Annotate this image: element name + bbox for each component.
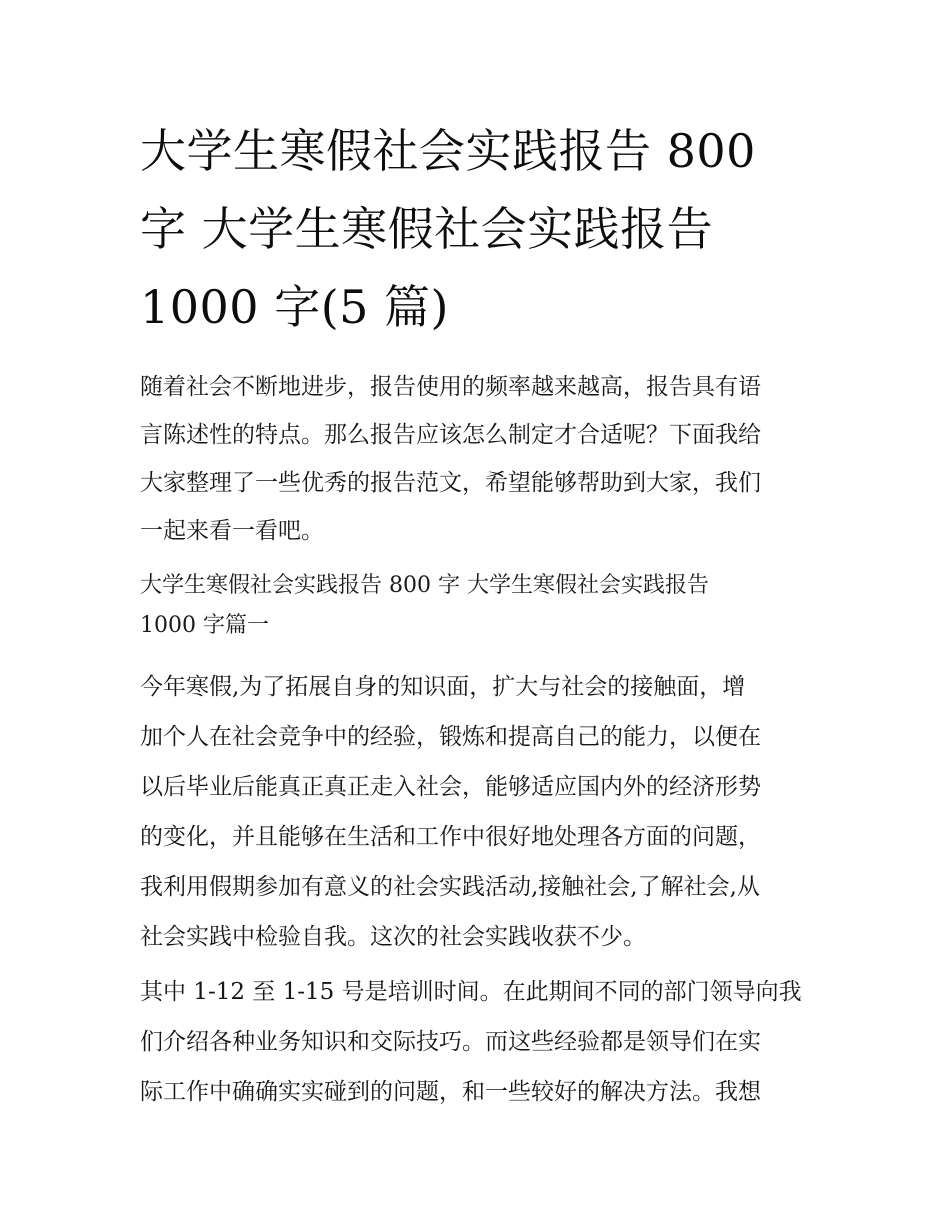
- text-line: 随着社会不断地进步，报告使用的频率越来越高，报告具有语: [140, 374, 761, 400]
- body-paragraph-2: [140, 967, 820, 1117]
- text-line: 的变化，并且能够在生活和工作中很好地处理各方面的问题，: [140, 824, 761, 850]
- intro-paragraph: [140, 363, 820, 555]
- heading-line: 1000 字篇一: [140, 613, 269, 638]
- text-line: 以后毕业后能真正真正走入社会，能够适应国内外的经济形势: [140, 774, 761, 800]
- text-line: 我利用假期参加有意义的社会实践活动,接触社会,了解社会,从: [140, 874, 760, 900]
- title-line: 大学生寒假社会实践报告 800: [140, 124, 756, 178]
- text-line: 加个人在社会竞争中的经验，锻炼和提高自己的能力，以便在: [140, 724, 761, 750]
- section-heading: [140, 566, 820, 646]
- text-line: 大家整理了一些优秀的报告范文，希望能够帮助到大家，我们: [140, 470, 761, 496]
- text-line: 际工作中确确实实碰到的问题，和一些较好的解决方法。我想: [140, 1079, 761, 1105]
- text-line: 社会实践中检验自我。这次的社会实践收获不少。: [140, 924, 646, 950]
- body-paragraph-1: [140, 662, 820, 962]
- text-line: 言陈述性的特点。那么报告应该怎么制定才合适呢？下面我给: [140, 422, 761, 448]
- text-line: 们介绍各种业务知识和交际技巧。而这些经验都是领导们在实: [140, 1029, 761, 1055]
- text-line: 其中 1-12 至 1-15 号是培训时间。在此期间不同的部门领导向我: [140, 979, 802, 1005]
- heading-line: 大学生寒假社会实践报告 800 字 大学生寒假社会实践报告: [140, 573, 709, 598]
- title-line: 1000 字(5 篇): [140, 280, 449, 334]
- text-line: 一起来看一看吧。: [140, 518, 324, 544]
- document-title: [140, 112, 820, 346]
- text-line: 今年寒假,为了拓展自身的知识面，扩大与社会的接触面，增: [140, 674, 746, 700]
- title-line: 字 大学生寒假社会实践报告: [140, 202, 714, 256]
